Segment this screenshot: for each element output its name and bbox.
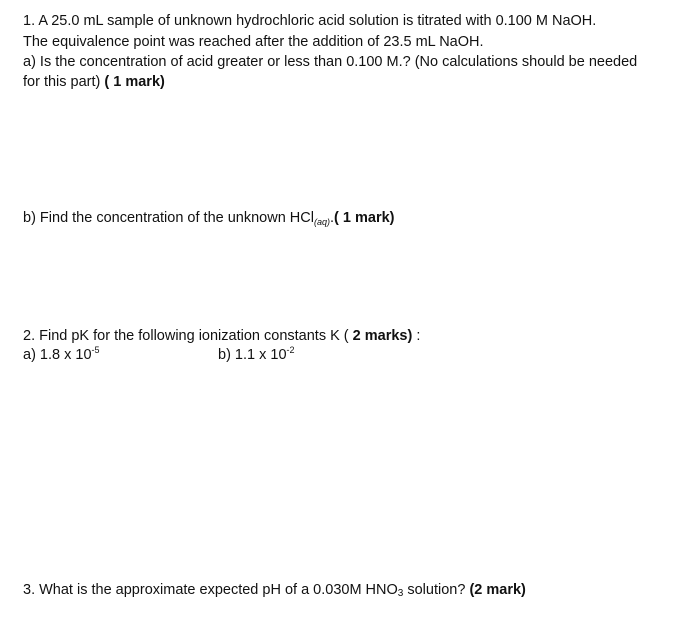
q1-part-b-text: b) Find the concentration of the unknown HCl (23, 210, 314, 226)
q2-part-b-exponent: -2 (286, 345, 295, 355)
q1-part-b (23, 209, 394, 228)
q2-text: 2. Find pK for the following ionization constants K ( (23, 328, 353, 344)
q3-mark: (2 mark) (469, 582, 526, 598)
q1-part-b-mark: ( 1 mark) (334, 210, 395, 226)
q2-part-b-label: b) 1.1 x 10 (218, 347, 287, 363)
q1-part-b-subscript: (aq) (313, 217, 330, 227)
q2-part-a (23, 346, 100, 365)
q3-text: 3. What is the approximate expected pH of a 0.030M HNO (23, 582, 398, 598)
q1-part-a-line-2 (23, 73, 165, 92)
q1-part-a-mark: ( 1 mark) (104, 74, 165, 90)
q1-part-a-text: for this part) (23, 74, 105, 90)
q2-text-end: : (412, 328, 421, 344)
q3-question (23, 581, 526, 600)
q1-line-1: 1. A 25.0 mL sample of unknown hydrochloric acid solution is titrated with 0.100 M NaOH. (23, 13, 597, 29)
q2-part-b (218, 346, 295, 365)
q3-text-end: solution? (403, 582, 470, 598)
q2-mark: 2 marks) (352, 328, 413, 344)
q1-line-2: The equivalence point was reached after the addition of 23.5 mL NaOH. (23, 34, 484, 50)
q2-question (23, 327, 420, 346)
q2-part-a-label: a) 1.8 x 10 (23, 347, 92, 363)
q1-part-b-separator: . (330, 210, 335, 226)
q3-subscript: 3 (397, 588, 404, 599)
q2-part-a-exponent: -5 (91, 345, 100, 355)
q1-part-a-line-1: a) Is the concentration of acid greater or less than 0.100 M.? (No calculations should be needed (23, 54, 638, 70)
